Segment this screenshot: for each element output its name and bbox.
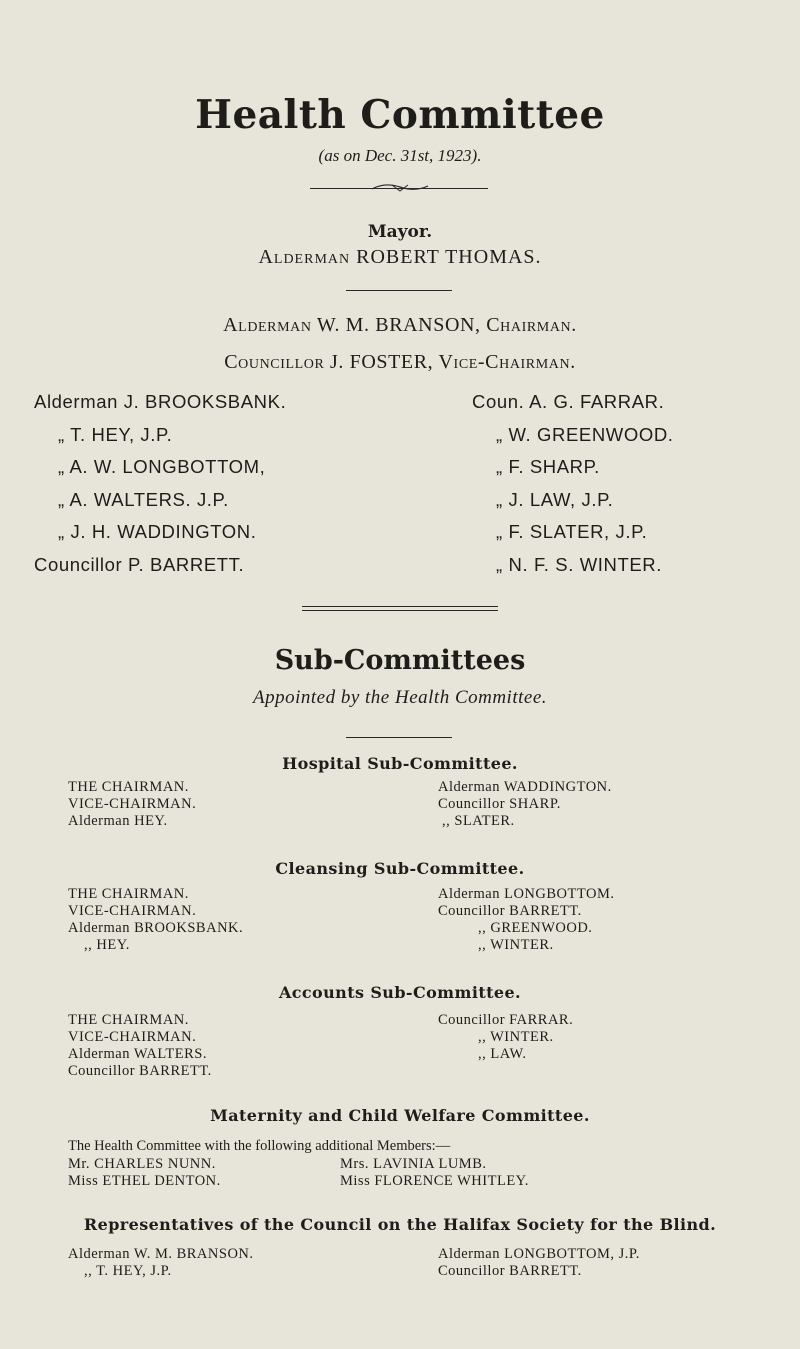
blind-left: [68, 1246, 254, 1280]
cleansing-member: VICE-CHAIRMAN.: [68, 903, 197, 919]
hospital-member: Councillor SHARP.: [438, 796, 561, 812]
chairman-line: Alderman W. M. BRANSON, Chairman.: [223, 314, 577, 336]
cleansing-member: Alderman BROOKSBANK.: [68, 920, 244, 936]
maternity-note: The Health Committee with the following additional Members:—: [68, 1138, 451, 1154]
blind-title: Representatives of the Council on the Halifax Society for the Blind.: [83, 1215, 717, 1234]
member-item: „ N. F. S. WINTER.: [496, 553, 662, 575]
cleansing-member: Alderman LONGBOTTOM.: [438, 886, 615, 902]
ornament-icon: [370, 180, 430, 194]
cleansing-member: Councillor BARRETT.: [438, 903, 582, 919]
member-item: „ A. W. LONGBOTTOM,: [58, 456, 266, 478]
cleansing-member: ,, GREENWOOD.: [478, 920, 593, 936]
vice-chairman-line: Councillor J. FOSTER, Vice-Chairman.: [224, 351, 576, 373]
subcommittees-title: Sub-Committees: [274, 645, 526, 676]
accounts-member: Councillor BARRETT.: [68, 1063, 212, 1079]
accounts-title: Accounts Sub-Committee.: [278, 983, 522, 1002]
blind-member: Alderman W. M. BRANSON.: [68, 1246, 254, 1262]
maternity-right: [340, 1156, 529, 1190]
maternity-member: Mr. CHARLES NUNN.: [68, 1156, 216, 1172]
member-item: „ T. HEY, J.P.: [58, 423, 173, 445]
hospital-left: [68, 779, 196, 830]
member-item: „ F. SLATER, J.P.: [496, 521, 648, 543]
accounts-member: VICE-CHAIRMAN.: [68, 1029, 197, 1045]
member-item: „ F. SHARP.: [496, 456, 600, 478]
members-left: [34, 386, 286, 582]
blind-member: ,, T. HEY, J.P.: [84, 1263, 172, 1279]
hospital-member: THE CHAIRMAN.: [68, 779, 189, 795]
members-right: [472, 386, 674, 582]
member-item: Councillor P. BARRETT.: [34, 553, 245, 575]
maternity-title: Maternity and Child Welfare Committee.: [210, 1106, 590, 1125]
cleansing-member: THE CHAIRMAN.: [68, 886, 189, 902]
member-item: Alderman J. BROOKSBANK.: [34, 391, 287, 412]
accounts-member: THE CHAIRMAN.: [68, 1012, 189, 1028]
page-title: Health Committee: [195, 92, 605, 138]
date-note: (as on Dec. 31st, 1923).: [318, 146, 482, 165]
mayor-name: Alderman ROBERT THOMAS.: [258, 246, 542, 268]
cleansing-member: ,, HEY.: [84, 937, 130, 953]
blind-right: [438, 1246, 640, 1280]
divider: [346, 737, 452, 738]
accounts-right: [438, 1012, 573, 1063]
cleansing-title: Cleansing Sub-Committee.: [275, 859, 525, 878]
cleansing-left: [68, 886, 243, 954]
accounts-left: [68, 1012, 212, 1080]
accounts-member: Alderman WALTERS.: [68, 1046, 207, 1062]
member-item: „ J. LAW, J.P.: [496, 488, 614, 510]
maternity-member: Miss ETHEL DENTON.: [68, 1173, 221, 1189]
accounts-member: Councillor FARRAR.: [438, 1012, 574, 1028]
cleansing-member: ,, WINTER.: [478, 937, 554, 953]
maternity-member: Miss FLORENCE WHITLEY.: [340, 1173, 529, 1189]
maternity-left: [68, 1156, 221, 1190]
hospital-member: Alderman HEY.: [68, 813, 168, 829]
mayor-label: Mayor.: [367, 222, 433, 242]
member-item: „ W. GREENWOOD.: [496, 423, 674, 445]
hospital-member: Alderman WADDINGTON.: [438, 779, 612, 795]
blind-member: Councillor BARRETT.: [438, 1263, 582, 1279]
maternity-member: Mrs. LAVINIA LUMB.: [340, 1156, 487, 1172]
hospital-title: Hospital Sub-Committee.: [282, 754, 518, 773]
hospital-right: [438, 779, 612, 830]
divider: [346, 290, 452, 291]
blind-member: Alderman LONGBOTTOM, J.P.: [438, 1246, 640, 1262]
accounts-member: ,, LAW.: [478, 1046, 527, 1062]
accounts-member: ,, WINTER.: [478, 1029, 554, 1045]
member-item: Coun. A. G. FARRAR.: [472, 391, 665, 412]
cleansing-right: [438, 886, 614, 954]
member-item: „ A. WALTERS. J.P.: [58, 488, 229, 510]
hospital-member: ,, SLATER.: [442, 813, 515, 829]
subcommittees-subtitle: Appointed by the Health Committee.: [252, 687, 548, 708]
hospital-member: VICE-CHAIRMAN.: [68, 796, 197, 812]
member-item: „ J. H. WADDINGTON.: [58, 521, 257, 543]
